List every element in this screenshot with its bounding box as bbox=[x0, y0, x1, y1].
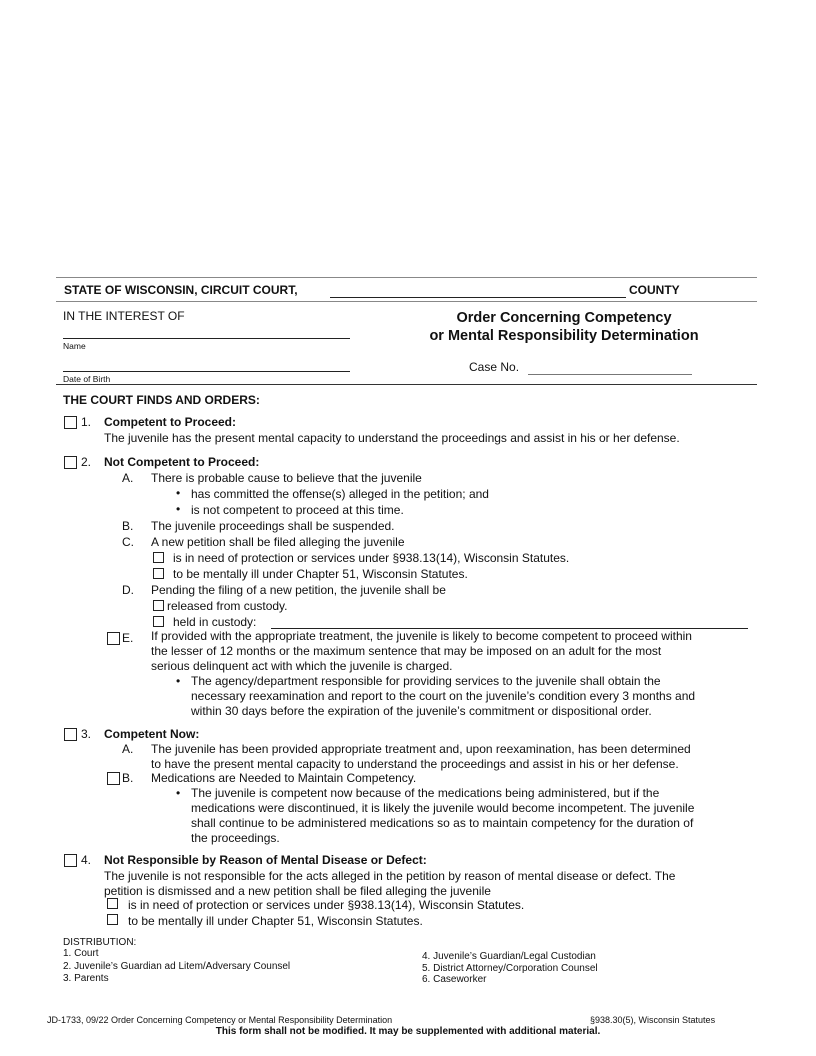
section2-e-line2: the lesser of 12 months or the maximum sentence that may be imposed on an adult for the most bbox=[151, 644, 662, 658]
section3-b-bullet-line3: shall continue to be administered medications so as to maintain competency for the duration of bbox=[191, 816, 694, 830]
dob-field[interactable] bbox=[63, 371, 350, 372]
section2-a-text: There is probable cause to believe that the juvenile bbox=[151, 471, 422, 485]
statute-reference: §938.30(5), Wisconsin Statutes bbox=[590, 1015, 716, 1025]
case-no-field[interactable] bbox=[528, 374, 692, 375]
section2-e-bullet-line3: within 30 days before the expiration of the juvenile’s commitment or dispositional order. bbox=[191, 704, 652, 718]
distribution-heading: DISTRIBUTION: bbox=[63, 937, 137, 948]
section3-a-letter: A. bbox=[122, 742, 134, 756]
bullet-icon: • bbox=[176, 502, 181, 516]
top-rule bbox=[56, 277, 757, 278]
section2-c-letter: C. bbox=[122, 535, 134, 549]
section2-e-bullet-line2: necessary reexamination and report to the court on the juvenile’s condition every 3 months and bbox=[191, 689, 696, 703]
section2-e-line1: If provided with the appropriate treatment, the juvenile is likely to become competent to proceed within bbox=[151, 629, 692, 643]
county-label: COUNTY bbox=[629, 283, 680, 297]
distribution-item: 2. Juvenile’s Guardian ad Litem/Adversary Counsel bbox=[63, 961, 291, 972]
section2-e-checkbox[interactable] bbox=[107, 632, 120, 645]
name-field[interactable] bbox=[63, 338, 350, 339]
section4-checkbox[interactable] bbox=[64, 854, 77, 867]
section3-a-line1: The juvenile has been provided appropriate treatment and, upon reexamination, has been determined bbox=[151, 742, 691, 756]
section3-b-text: Medications are Needed to Maintain Competency. bbox=[151, 771, 417, 785]
section2-a-bullet2: is not competent to proceed at this time. bbox=[191, 503, 404, 517]
section1-text: The juvenile has the present mental capacity to understand the proceedings and assist in his or her defense. bbox=[104, 431, 680, 445]
section2-number: 2. bbox=[81, 455, 92, 469]
section2-e-line3: serious delinquent act with which the juvenile is charged. bbox=[151, 659, 453, 673]
distribution-item: 5. District Attorney/Corporation Counsel bbox=[422, 963, 598, 974]
header-rule bbox=[56, 301, 757, 302]
name-label: Name bbox=[63, 341, 86, 351]
form-title-line1: Order Concerning Competency bbox=[456, 310, 672, 326]
section1-checkbox[interactable] bbox=[64, 416, 77, 429]
section2-c-option2: to be mentally ill under Chapter 51, Wisconsin Statutes. bbox=[173, 567, 468, 581]
section2-c-option1: is in need of protection or services under §938.13(14), Wisconsin Statutes. bbox=[173, 551, 570, 565]
dob-label: Date of Birth bbox=[63, 374, 111, 384]
section2-d-option2-checkbox[interactable] bbox=[153, 616, 164, 627]
section2-c-text: A new petition shall be filed alleging the juvenile bbox=[151, 535, 405, 549]
section2-c-option2-checkbox[interactable] bbox=[153, 568, 164, 579]
section2-e-letter: E. bbox=[122, 631, 134, 645]
section3-a-line2: to have the present mental capacity to understand the proceedings and assist in his or her defense. bbox=[151, 757, 679, 771]
section4-option1: is in need of protection or services under §938.13(14), Wisconsin Statutes. bbox=[128, 898, 525, 912]
section1-number: 1. bbox=[81, 415, 92, 429]
court-line: STATE OF WISCONSIN, CIRCUIT COURT, bbox=[64, 283, 298, 297]
form-title-line2: or Mental Responsibility Determination bbox=[429, 328, 699, 344]
section2-d-option1-checkbox[interactable] bbox=[153, 600, 164, 611]
section3-b-bullet-line1: The juvenile is competent now because of the medications being administered, but if the bbox=[191, 786, 660, 800]
section4-line2: petition is dismissed and a new petition shall be filed alleging the juvenile bbox=[104, 884, 491, 898]
section2-d-text: Pending the filing of a new petition, the juvenile shall be bbox=[151, 583, 446, 597]
section3-title: Competent Now: bbox=[104, 727, 200, 741]
section3-b-letter: B. bbox=[122, 771, 134, 785]
section3-b-bullet-line2: medications were discontinued, it is likely the juvenile would become incompetent. The juvenile bbox=[191, 801, 695, 815]
county-name-field[interactable] bbox=[330, 297, 626, 298]
section3-checkbox[interactable] bbox=[64, 728, 77, 741]
section3-b-bullet-line4: the proceedings. bbox=[191, 831, 280, 845]
section2-c-option1-checkbox[interactable] bbox=[153, 552, 164, 563]
case-no-label: Case No. bbox=[469, 360, 520, 374]
section4-title: Not Responsible by Reason of Mental Disease or Defect: bbox=[104, 853, 427, 867]
distribution-item: 3. Parents bbox=[63, 973, 109, 984]
section2-title: Not Competent to Proceed: bbox=[104, 455, 260, 469]
section4-option1-checkbox[interactable] bbox=[107, 898, 118, 909]
section3-number: 3. bbox=[81, 727, 92, 741]
distribution-item: 1. Court bbox=[63, 948, 99, 959]
findings-heading: THE COURT FINDS AND ORDERS: bbox=[63, 393, 260, 407]
section3-b-checkbox[interactable] bbox=[107, 772, 120, 785]
interest-label: IN THE INTEREST OF bbox=[63, 309, 185, 323]
section4-option2-checkbox[interactable] bbox=[107, 914, 118, 925]
distribution-item: 4. Juvenile’s Guardian/Legal Custodian bbox=[422, 951, 596, 962]
section2-a-letter: A. bbox=[122, 471, 134, 485]
section2-d-option2: held in custody: bbox=[173, 615, 257, 629]
section2-a-bullet1: has committed the offense(s) alleged in the petition; and bbox=[191, 487, 489, 501]
section1-title: Competent to Proceed: bbox=[104, 415, 237, 429]
header-bottom-rule bbox=[56, 384, 757, 385]
section2-b-text: The juvenile proceedings shall be suspended. bbox=[151, 519, 395, 533]
distribution-item: 6. Caseworker bbox=[422, 974, 487, 985]
section2-d-letter: D. bbox=[122, 583, 134, 597]
modification-notice: This form shall not be modified. It may be supplemented with additional material. bbox=[215, 1026, 601, 1037]
form-id: JD-1733, 09/22 Order Concerning Competency or Mental Responsibility Determination bbox=[47, 1015, 393, 1025]
section2-e-bullet-line1: The agency/department responsible for providing services to the juvenile shall obtain the bbox=[191, 674, 661, 688]
section2-b-letter: B. bbox=[122, 519, 134, 533]
bullet-icon: • bbox=[176, 486, 181, 500]
section4-line1: The juvenile is not responsible for the acts alleged in the petition by reason of mental disease or defect. The bbox=[104, 869, 676, 883]
section2-d-option1: released from custody. bbox=[167, 599, 288, 613]
bullet-icon: • bbox=[176, 674, 181, 688]
bullet-icon: • bbox=[176, 786, 181, 800]
section4-option2: to be mentally ill under Chapter 51, Wisconsin Statutes. bbox=[128, 914, 423, 928]
section2-checkbox[interactable] bbox=[64, 456, 77, 469]
section4-number: 4. bbox=[81, 853, 92, 867]
